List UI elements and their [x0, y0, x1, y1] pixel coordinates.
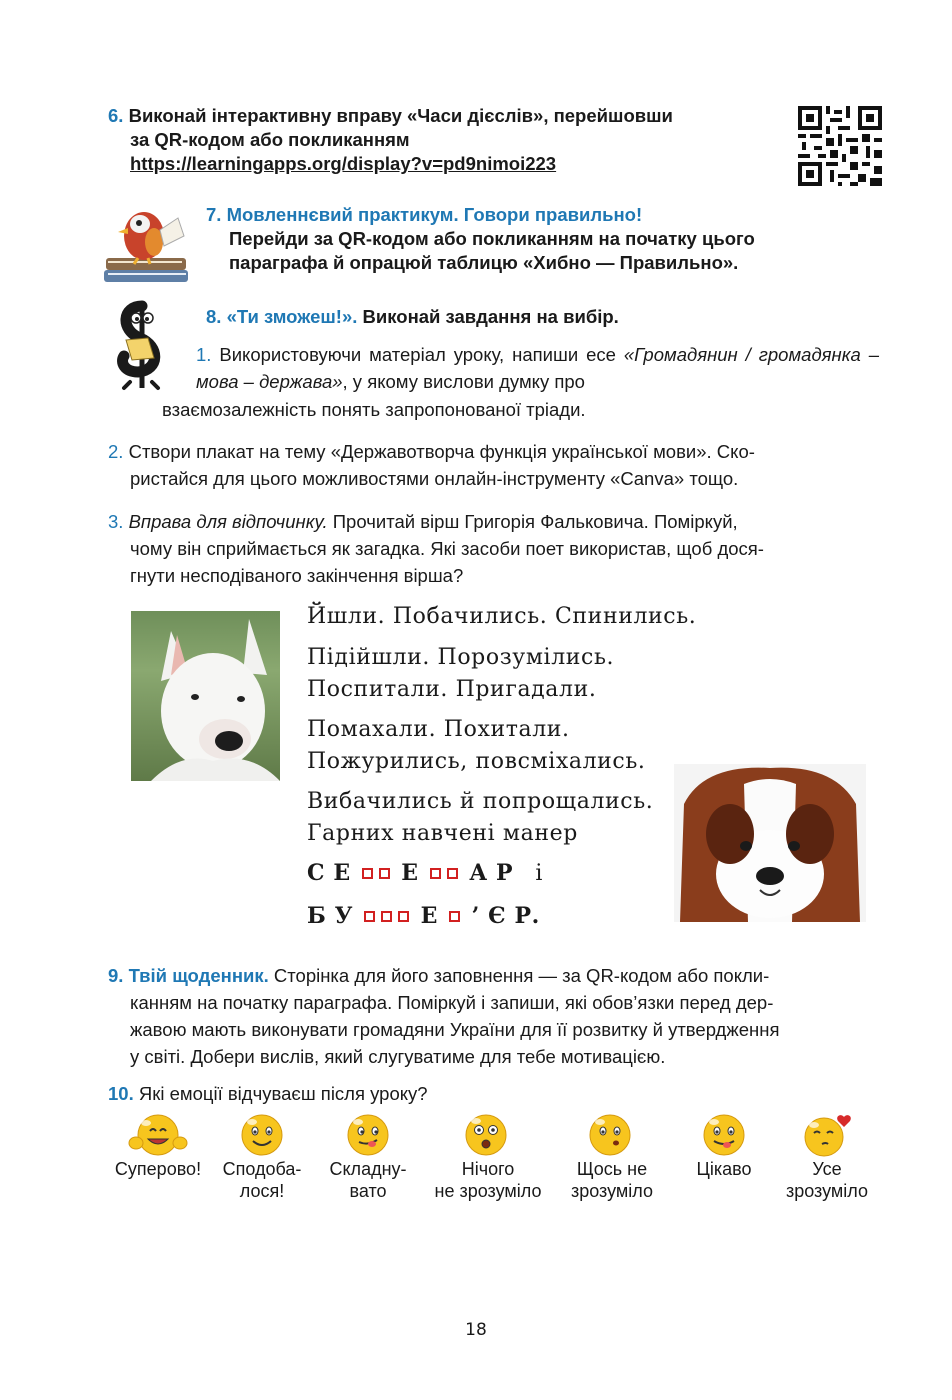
task-9-line2a: канням на початку параграфа [130, 992, 388, 1013]
puzzle-conjunction: і [535, 861, 544, 886]
saint-bernard-photo [674, 764, 866, 922]
task-7-line1: Перейди за QR-кодом або покликанням на початку цього [229, 228, 755, 249]
unclear-emoji-icon[interactable] [586, 1113, 634, 1157]
bull-terrier-photo [131, 611, 280, 781]
item-3-italic: Вправа для відпочинку. [123, 511, 328, 532]
blank-square [447, 868, 458, 879]
qr-code-icon[interactable] [798, 106, 882, 186]
blank-square [449, 911, 460, 922]
task-10 [108, 1082, 883, 1106]
item-1-essay-title: «Громадянин / громадянка – мова – держава» [196, 344, 879, 392]
emotion-label-confused: Нічого не зрозуміло [434, 1159, 542, 1201]
emotion-label-understood: Усе зрозуміло [785, 1159, 868, 1201]
task-8-heading-blue: 8. «Ти зможеш!». [206, 306, 358, 327]
task-7-heading: 7. Мовленнєвий практикум. Говори правильно! [206, 204, 643, 225]
item-3-number: 3. [108, 511, 124, 532]
task-9-heading: 9. Твій щоденник. [108, 965, 269, 986]
item-1-number: 1. [196, 344, 212, 365]
task-8-item-2 [108, 438, 883, 492]
emotion-label-unclear: Щось не зрозуміло [570, 1159, 653, 1201]
liked-emoji-icon[interactable] [238, 1113, 286, 1157]
blank-square [398, 911, 409, 922]
task-6 [108, 104, 768, 176]
puzzle-2-part-c: ’ Є Р. [471, 903, 540, 929]
task-10-number: 10. [108, 1083, 134, 1104]
task-9-line3: жавою мають виконувати громадяни України для її розвитку й утвердження [130, 1019, 780, 1040]
item-2-line1: Створи плакат на тему «Державотворча функція української мови». Ско- [123, 441, 755, 462]
blank-square [381, 911, 392, 922]
task-7-line2: параграфа й опрацюй таблицю «Хибно — Правильно». [229, 252, 739, 273]
item-3-line3: гнути несподіваного закінчення вірша? [130, 565, 464, 586]
blank-square [430, 868, 441, 879]
item-2-number: 2. [108, 441, 124, 462]
blank-square [362, 868, 373, 879]
poem-line-4: Помахали. Похитали. [307, 717, 570, 742]
task-6-line2: за QR-кодом або покликанням [130, 129, 410, 150]
poem-line-2: Підійшли. Порозумілись. [307, 645, 615, 670]
bird-on-books-icon [100, 196, 192, 288]
task-9-line2b: . Поміркуй і запиши, які обов’язки перед дер- [387, 992, 774, 1013]
poem-line-3: Поспитали. Пригадали. [307, 677, 597, 702]
emotion-label-superb: Суперово! [114, 1159, 202, 1179]
emotion-label-difficult: Складну- вато [329, 1159, 407, 1201]
poem-line-7: Гарних навчені манер [307, 821, 578, 846]
page-number: 18 [465, 1320, 487, 1340]
puzzle-word-2 [307, 903, 540, 929]
item-2-line2: ристайся для цього можливостями онлайн-інструменту «Canva» тощо. [130, 468, 739, 489]
puzzle-1-part-a: С Е [307, 860, 351, 886]
task-7 [206, 203, 866, 275]
poem-line-6: Вибачились й попрощались. [307, 789, 654, 814]
task-10-text: Які емоції відчуваєш після уроку? [133, 1083, 428, 1104]
task-6-number: 6. [108, 105, 124, 126]
confused-emoji-icon[interactable] [462, 1113, 510, 1157]
emotion-label-interesting: Цікаво [696, 1159, 752, 1179]
item-1-text-a: Використовуючи матеріал уроку, напиши есе [211, 344, 624, 365]
puzzle-2-part-b: Е [420, 903, 439, 929]
blank-square [379, 868, 390, 879]
puzzle-word-1 [307, 860, 543, 886]
task-8-heading-rest: Виконай завдання на вибір. [357, 306, 619, 327]
task-8-item-3 [108, 508, 883, 589]
blank-square [364, 911, 375, 922]
task-8-heading [206, 305, 886, 329]
task-8-item-1 [196, 341, 879, 395]
puzzle-1-part-c: А Р [469, 860, 514, 886]
interesting-emoji-icon[interactable] [700, 1113, 748, 1157]
poem-line-5: Пожурились, повсміхались. [307, 749, 646, 774]
item-3-rest: Прочитай вірш Григорія Фальковича. Поміркуй, [327, 511, 738, 532]
puzzle-2-part-a: Б У [307, 903, 354, 929]
task-6-line1: Виконай інтерактивну вправу «Часи дієслів», перейшовши [128, 105, 673, 126]
puzzle-1-part-b: Е [401, 860, 419, 886]
task-9 [108, 962, 883, 1070]
cartoon-character-icon [112, 300, 172, 392]
task-9-line1: Сторінка для його заповнення — за QR-кодом або покли- [268, 965, 770, 986]
item-3-line2: чому він сприймається як загадка. Які засоби поет використав, щоб дося- [130, 538, 764, 559]
emotion-label-liked: Сподоба- лося! [222, 1159, 302, 1201]
item-1-text-b: , у якому вислови думку про [342, 371, 585, 392]
item-1-line3: взаємозалежність понять запропонованої тріади. [162, 399, 586, 420]
poem-line-1: Йшли. Побачились. Спинились. [307, 604, 697, 629]
learningapps-link[interactable]: https://learningapps.org/display?v=pd9nimoi223 [130, 153, 557, 174]
superb-emoji-icon[interactable] [128, 1113, 188, 1157]
difficult-emoji-icon[interactable] [344, 1113, 392, 1157]
task-9-line4: у світі. Добери вислів, який слугуватиме для тебе мотивацією. [130, 1046, 666, 1067]
understood-emoji-icon[interactable] [800, 1113, 856, 1157]
